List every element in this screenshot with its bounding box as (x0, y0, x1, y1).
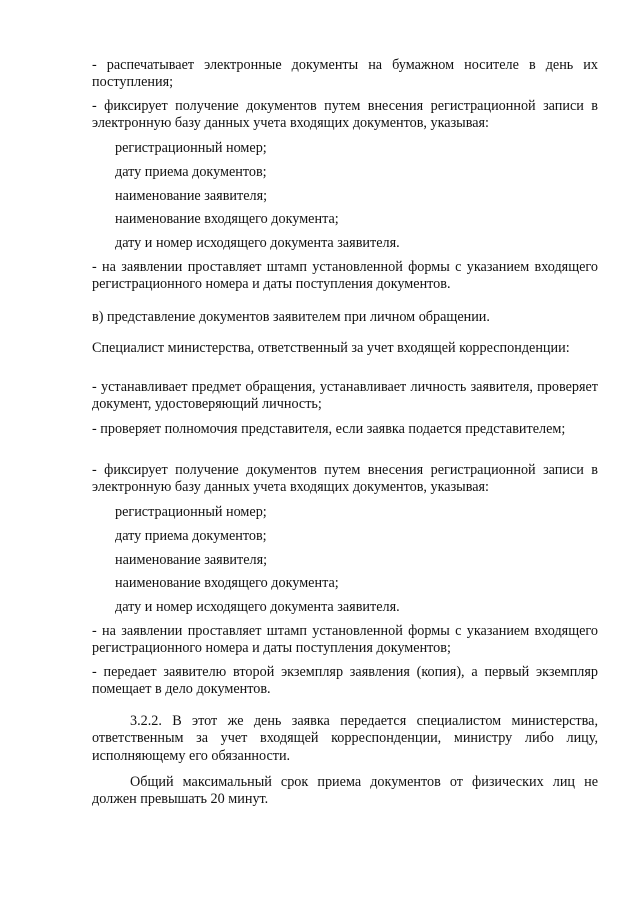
paragraph-register-documents-2: - фиксирует получение документов путем внесения регистрационной записи в электронную базу данных учета входящих документов, указывая: (92, 462, 598, 496)
paragraph-specialist: Специалист министерства, ответственный за учет входящей корреспонденции: (92, 340, 570, 356)
list-item: регистрационный номер; (115, 504, 267, 520)
section-heading-v: в) представление документов заявителем при личном обращении. (92, 309, 490, 325)
paragraph-establish-subject: - устанавливает предмет обращения, устанавливает личность заявителя, проверяет документ, удостоверяющий личность; (92, 379, 598, 413)
list-item: дату и номер исходящего документа заявителя. (115, 235, 400, 251)
paragraph-check-authority: - проверяет полномочия представителя, если заявка подается представителем; (92, 421, 566, 437)
list-item: регистрационный номер; (115, 140, 267, 156)
paragraph-copy-transfer: - передает заявителю второй экземпляр заявления (копия), а первый экземпляр помещает в дело документов. (92, 664, 598, 698)
paragraph-max-term: Общий максимальный срок приема документов от физических лиц не должен превышать 20 минут. (92, 774, 598, 808)
list-item: наименование входящего документа; (115, 575, 339, 591)
clause-3-2-2: 3.2.2. В этот же день заявка передается специалистом министерства, ответственным за учет входящей корреспонденции, министру либо лицу, исполняющему его обязанности. (92, 713, 598, 764)
list-item: наименование заявителя; (115, 188, 268, 204)
list-item: наименование входящего документа; (115, 211, 339, 227)
paragraph-register-documents: - фиксирует получение документов путем внесения регистрационной записи в электронную базу данных учета входящих документов, указывая: (92, 98, 598, 132)
paragraph-stamp-2: - на заявлении проставляет штамп установленной формы с указанием входящего регистрационного номера и даты поступления документов; (92, 623, 598, 657)
paragraph-stamp: - на заявлении проставляет штамп установленной формы с указанием входящего регистрационного номера и даты поступления документов. (92, 259, 598, 293)
paragraph-print-documents: - распечатывает электронные документы на бумажном носителе в день их поступления; (92, 57, 598, 91)
list-item: дату и номер исходящего документа заявителя. (115, 599, 400, 615)
list-item: наименование заявителя; (115, 552, 268, 568)
list-item: дату приема документов; (115, 528, 267, 544)
list-item: дату приема документов; (115, 164, 267, 180)
